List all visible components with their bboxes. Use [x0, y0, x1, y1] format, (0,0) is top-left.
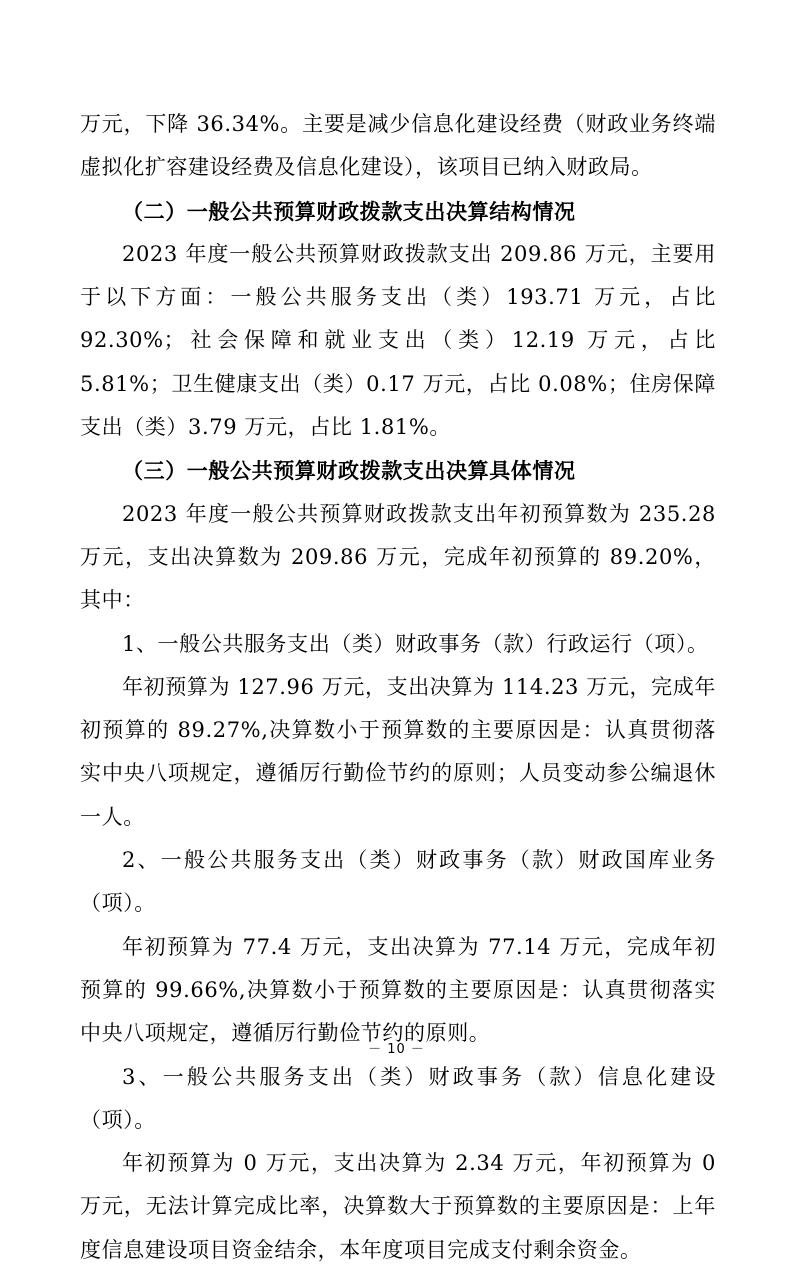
item-title-2: 2、一般公共服务支出（类）财政事务（款）财政国库业务（项）。	[80, 848, 716, 916]
item-body-3: 年初预算为 0 万元，支出决算为 2.34 万元，年初预算为 0 万元，无法计算完成比率，决算数大于预算数的主要原因是：上年度信息建设项目资金结余，本年度项目完成支付剩余资金。	[80, 1151, 716, 1262]
section-heading-structure: （二）一般公共预算财政拨款支出决算结构情况	[122, 198, 576, 224]
section-heading-details: （三）一般公共预算财政拨款支出决算具体情况	[122, 458, 576, 484]
item-title-1: 1、一般公共服务支出（类）财政事务（款）行政运行（项）。	[122, 631, 709, 656]
document-page	[80, 103, 716, 1272]
body-paragraph-overview: 2023 年度一般公共预算财政拨款支出年初预算数为 235.28 万元，支出决算数为 209.86 万元，完成年初预算的 89.20%，其中：	[80, 501, 716, 613]
page-number: － 10 －	[368, 1042, 425, 1057]
item-body-1: 年初预算为 127.96 万元，支出决算为 114.23 万元，完成年初预算的 89.27%,决算数小于预算数的主要原因是：认真贯彻落实中央八项规定，遵循厉行勤俭节约的原则；人员变动参公编退休一人。	[80, 674, 716, 829]
item-title-3: 3、一般公共服务支出（类）财政事务（款）信息化建设（项）。	[80, 1064, 716, 1132]
item-body-2: 年初预算为 77.4 万元，支出决算为 77.14 万元，完成年初预算的 99.66%,决算数小于预算数的主要原因是：认真贯彻落实中央八项规定，遵循厉行勤俭节约的原则。	[80, 934, 716, 1046]
body-paragraph-continuation: 万元，下降 36.34%。主要是减少信息化建设经费（财政业务终端虚拟化扩容建设经费及信息化建设），该项目已纳入财政局。	[80, 112, 716, 180]
body-paragraph-structure: 2023 年度一般公共预算财政拨款支出 209.86 万元，主要用于以下方面：一般公共服务支出（类）193.71 万元，占比 92.30%；社会保障和就业支出（类）12.19 万元，占比 5.81%；卫生健康支出（类）0.17 万元，占比 0.08%；住房保障支出（类）3.79 万元，占比 1.81%。	[80, 241, 716, 440]
